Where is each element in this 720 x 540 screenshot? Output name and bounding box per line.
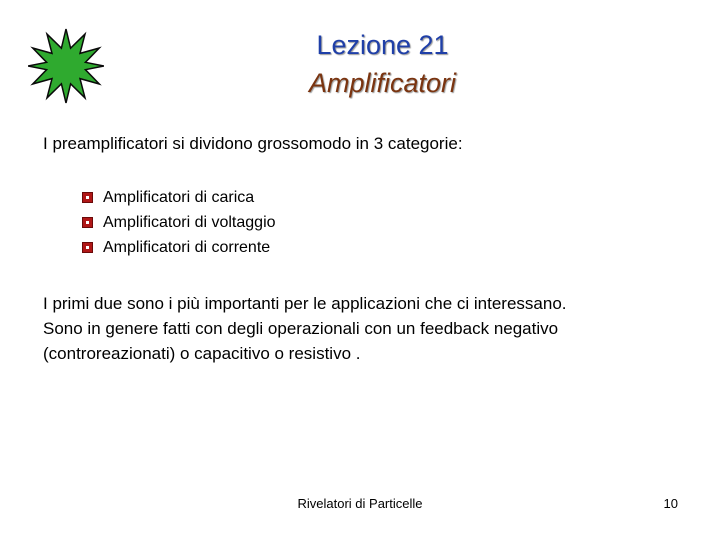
list-item [82,188,276,213]
paragraph-line: (controreazionati) o capacitivo o resistivo . [43,344,361,363]
list-item-label: Amplificatori di corrente [103,239,271,256]
bullet-list [82,188,276,263]
list-item [82,213,276,238]
intro-text: I preamplificatori si dividono grossomodo in 3 categorie: [43,134,463,153]
paragraph-line: I primi due sono i più importanti per le applicazioni che ci interessano. [43,294,567,313]
starburst-logo-icon [28,28,104,104]
slide-subtitle: Amplificatori [308,68,457,98]
list-item-label: Amplificatori di voltaggio [103,214,276,231]
square-bullet-icon [82,217,93,228]
slide-title: Lezione 21 [316,30,449,60]
square-bullet-icon [82,242,93,253]
page-number: 10 [663,496,678,511]
square-bullet-icon [82,192,93,203]
list-item-label: Amplificatori di carica [103,189,255,206]
body-paragraph [43,291,703,366]
slide-footer: Rivelatori di Particelle [297,496,423,511]
list-item [82,238,276,263]
paragraph-line: Sono in genere fatti con degli operazionali con un feedback negativo [43,319,559,338]
